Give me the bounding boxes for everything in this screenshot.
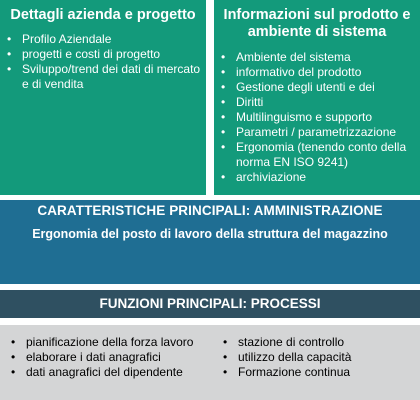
list-item: • Diritti xyxy=(221,95,264,109)
list-item: • Multilinguismo e supporto xyxy=(221,110,373,124)
list-item: • Parametri / parametrizzazione xyxy=(221,125,397,139)
processes-list-right xyxy=(216,335,355,380)
product-info-panel xyxy=(214,0,420,195)
list-item: • utilizzo della capacità xyxy=(223,350,352,364)
list-item: • stazione di controllo xyxy=(223,335,345,349)
list-item: • progetti e costi di progetto xyxy=(7,47,161,61)
list-item: • Sviluppo/trend dei dati di mercato e di vendita xyxy=(7,62,201,91)
list-item: • Ergonomia (tenendo conto della norma EN ISO 9241) xyxy=(221,140,407,169)
company-details-list xyxy=(0,32,206,92)
list-item: • Formazione continua xyxy=(223,365,351,379)
list-item: • archiviazione xyxy=(221,170,307,184)
list-item: • pianificazione della forza lavoro xyxy=(11,335,194,349)
administration-band xyxy=(0,200,420,284)
processes-panel xyxy=(0,325,420,400)
list-item: • informativo del prodotto xyxy=(221,65,362,79)
company-details-title: Dettagli azienda e progetto xyxy=(10,7,196,23)
processes-header: FUNZIONI PRINCIPALI: PROCESSI xyxy=(0,290,420,318)
list-item: • elaborare i dati anagrafici xyxy=(11,350,161,364)
company-details-panel xyxy=(0,0,206,195)
list-item: • Gestione degli utenti e dei xyxy=(221,80,375,94)
list-item: • dati anagrafici del dipendente xyxy=(11,365,183,379)
processes-list-left xyxy=(4,335,197,380)
product-info-title: Informazioni sul prodotto e ambiente di sistema xyxy=(223,7,411,40)
list-item: • Ambiente del sistema xyxy=(221,50,351,64)
administration-subtitle: Ergonomia del posto di lavoro della struttura del magazzino xyxy=(32,227,388,241)
administration-title: CARATTERISTICHE PRINCIPALI: AMMINISTRAZIONE xyxy=(37,203,383,218)
list-item: • Profilo Aziendale xyxy=(7,32,112,46)
product-info-list xyxy=(214,50,420,185)
